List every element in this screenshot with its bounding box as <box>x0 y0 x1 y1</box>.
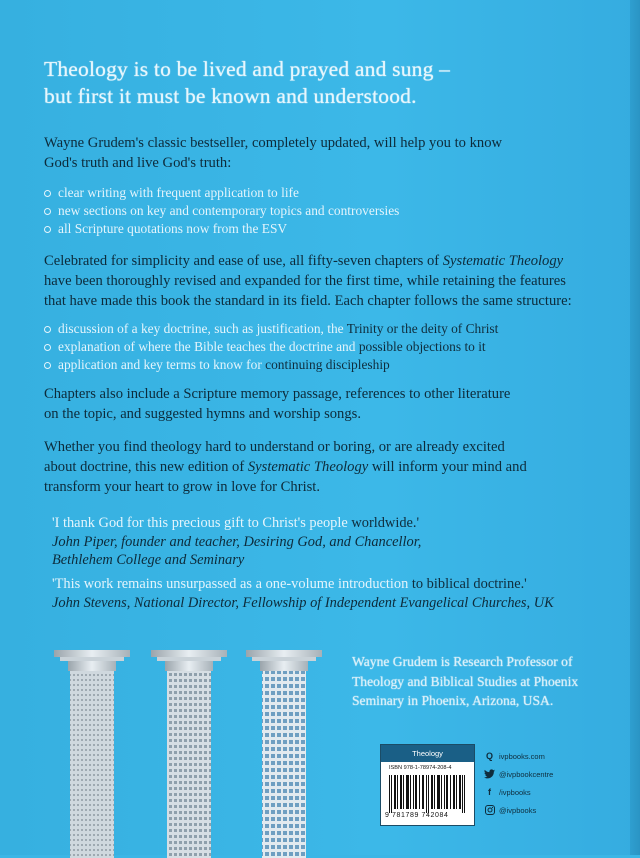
description-line-3: that have made this book the standard in its field. Each chapter follows the same structure: <box>44 293 572 309</box>
bullet-icon <box>44 208 51 215</box>
chapters-line-2: on the topic, and suggested hymns and worship songs. <box>44 406 361 422</box>
category-label: Theology <box>381 745 474 762</box>
quote-text: 'I thank God for this precious gift to Christ's people worldwide.' <box>52 515 420 531</box>
twitter-icon <box>484 769 495 780</box>
description-line-2: have been thoroughly revised and expanded for the first time, while retaining the features <box>44 273 566 289</box>
author-bio-line-2: Theology and Biblical Studies at Phoenix <box>352 673 579 689</box>
list-item: clear writing with frequent application to life <box>44 184 604 202</box>
intro-line-1: Wayne Grudem's classic bestseller, completely updated, will help you to know <box>44 135 503 151</box>
book-title-italic: Systematic Theology <box>247 459 369 475</box>
pillars-illustration <box>48 648 338 858</box>
author-bio <box>352 652 607 711</box>
bullet-icon <box>44 326 51 333</box>
endorsement-quote-1 <box>52 514 612 570</box>
pillar-1 <box>54 650 130 858</box>
intro-line-2: God's truth and live God's truth: <box>44 155 232 171</box>
isbn-text: ISBN 978-1-78974-208-4 <box>389 765 452 771</box>
closing-line-2: about doctrine, this new edition of Systematic Theology will inform your mind and <box>44 459 527 475</box>
book-title-italic: Systematic Theology <box>442 253 564 269</box>
author-bio-line-3: Seminary in Phoenix, Arizona, USA. <box>352 693 554 708</box>
barcode-icon <box>387 775 467 813</box>
headline-line-2: but first it must be known and understood. <box>44 84 417 108</box>
bullet-icon <box>44 190 51 197</box>
closing-paragraph <box>44 437 604 497</box>
chapters-paragraph <box>44 384 604 424</box>
pillar-2 <box>151 650 227 858</box>
barcode-panel <box>380 744 475 826</box>
social-link-facebook[interactable]: f /ivpbooks <box>484 787 614 798</box>
author-bio-line-1: Wayne Grudem is Research Professor of <box>352 654 573 669</box>
headline-line-1: Theology is to be lived and prayed and sung – <box>44 57 451 81</box>
quote-attribution: John Stevens, National Director, Fellowship of Independent Evangelical Churches, UK <box>52 594 554 611</box>
barcode-digits: 9 781789 742084 <box>385 812 449 819</box>
headline <box>44 56 564 110</box>
facebook-icon: f <box>488 787 491 797</box>
intro-paragraph <box>44 133 604 173</box>
bullet-icon <box>44 344 51 351</box>
bullet-icon <box>44 362 51 369</box>
list-item: explanation of where the Bible teaches the doctrine and possible objections to it <box>44 338 604 356</box>
instagram-icon <box>484 805 495 816</box>
social-link-instagram[interactable]: @ivpbooks <box>484 805 614 816</box>
social-link-twitter[interactable]: @ivpbookcentre <box>484 769 614 780</box>
quote-attribution: Bethlehem College and Seminary <box>52 552 245 568</box>
description-line-1: Celebrated for simplicity and ease of use, all fifty-seven chapters of Systematic Theology <box>44 253 564 269</box>
quote-attribution: John Piper, founder and teacher, Desiring God, and Chancellor, <box>52 533 422 550</box>
bullet-icon <box>44 226 51 233</box>
description-paragraph <box>44 251 604 311</box>
list-item: discussion of a key doctrine, such as justification, the Trinity or the deity of Christ <box>44 320 604 338</box>
chapters-line-1: Chapters also include a Scripture memory passage, references to other literature <box>44 386 511 402</box>
cover-edge <box>630 0 640 855</box>
pillar-3 <box>246 650 322 858</box>
closing-line-3: transform your heart to grow in love for Christ. <box>44 479 321 495</box>
social-link-website[interactable]: Q ivpbooks.com <box>485 751 545 761</box>
list-item: all Scripture quotations now from the ESV <box>44 220 604 238</box>
quote-text: 'This work remains unsurpassed as a one-volume introduction to biblical doctrine.' <box>52 576 527 592</box>
list-item: application and key terms to know for continuing discipleship <box>44 356 604 374</box>
closing-line-1: Whether you find theology hard to understand or boring, or are already excited <box>44 439 505 455</box>
list-item: new sections on key and contemporary topics and controversies <box>44 202 604 220</box>
feature-bullets <box>44 184 604 238</box>
endorsement-quote-2 <box>52 575 612 612</box>
search-q-icon: Q <box>485 751 493 761</box>
structure-bullets <box>44 320 604 374</box>
